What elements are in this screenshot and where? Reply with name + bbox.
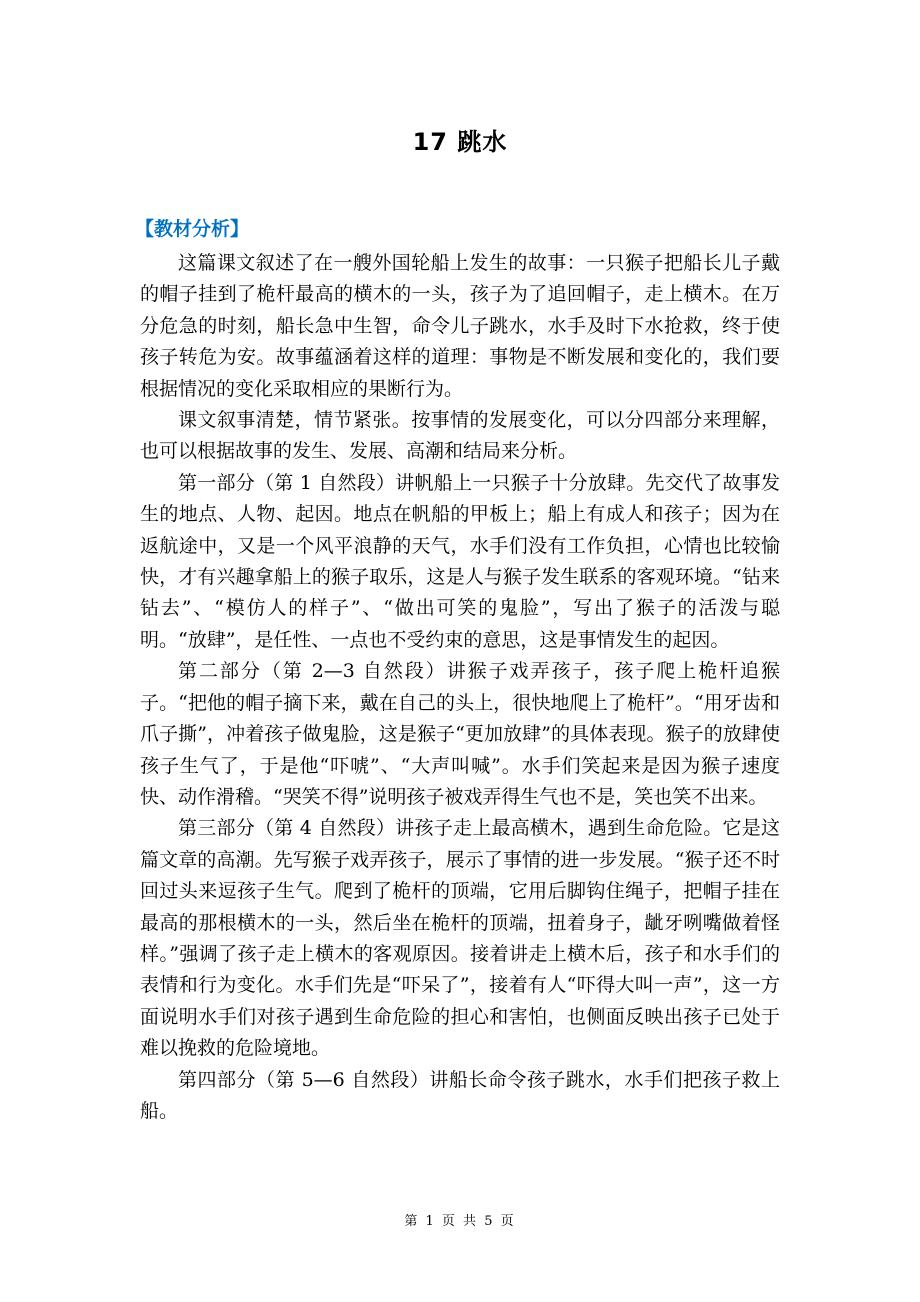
paragraph-1: 这篇课文叙述了在一艘外国轮船上发生的故事：一只猴子把船长儿子戴的帽子挂到了桅杆最高的横木的一头，孩子为了追回帽子，走上横木。在万分危急的时刻，船长急中生智，命令儿子跳水，水手及时下水抢救，终于使孩子转危为安。故事蕴涵着这样的道理：事物是不断发展和变化的，我们要根据情况的变化采取相应的果断行为。 [140,252,780,400]
page-title: 17 跳水 [412,128,508,156]
page-footer: 第 1 页 共 5 页 [404,1214,516,1229]
paragraph-4: 第二部分（第 2—3 自然段）讲猴子戏弄孩子，孩子爬上桅杆追猴子。“把他的帽子摘下来，戴在自己的头上，很快地爬上了桅杆”。“用牙齿和爪子撕”，冲着孩子做鬼脸，这是猴子“更加放肆”的具体表现。猴子的放肆使孩子生气了，于是他“吓唬”、“大声叫喊”。水手们笑起来是因为猴子速度快、动作滑稽。“哭笑不得”说明孩子被戏弄得生气也不是，笑也笑不出来。 [140,660,780,808]
paragraph-6: 第四部分（第 5—6 自然段）讲船长命令孩子跳水，水手们把孩子救上船。 [140,1068,780,1122]
body-text [140,248,780,1127]
paragraph-3: 第一部分（第 1 自然段）讲帆船上一只猴子十分放肆。先交代了故事发生的地点、人物、起因。地点在帆船的甲板上；船上有成人和孩子；因为在返航途中，又是一个风平浪静的天气，水手们没有工作负担，心情也比较愉快，才有兴趣拿船上的猴子取乐，这是人与猴子发生联系的客观环境。“钻来钻去”、“模仿人的样子”、“做出可笑的鬼脸”，写出了猴子的活泼与聪明。“放肆”，是任性、一点也不受约束的意思，这是事情发生的起因。 [140,471,780,651]
paragraph-2: 课文叙事清楚，情节紧张。按事情的发展变化，可以分四部分来理解，也可以根据故事的发生、发展、高潮和结局来分析。 [140,409,780,463]
paragraph-5: 第三部分（第 4 自然段）讲孩子走上最高横木，遇到生命危险。它是这篇文章的高潮。先写猴子戏弄孩子，展示了事情的进一步发展。“猴子还不时回过头来逗孩子生气。爬到了桅杆的顶端，它用后脚钩住绳子，把帽子挂在最高的那根横木的一头，然后坐在桅杆的顶端，扭着身子，龇牙咧嘴做着怪样。”强调了孩子走上横木的客观原因。接着讲走上横木后，孩子和水手们的表情和行为变化。水手们先是“吓呆了”，接着有人“吓得大叫一声”，这一方面说明水手们对孩子遇到生命危险的担心和害怕，也侧面反映出孩子已处于难以挽救的危险境地。 [140,817,780,1060]
section-heading: 【教材分析】 [135,218,250,240]
